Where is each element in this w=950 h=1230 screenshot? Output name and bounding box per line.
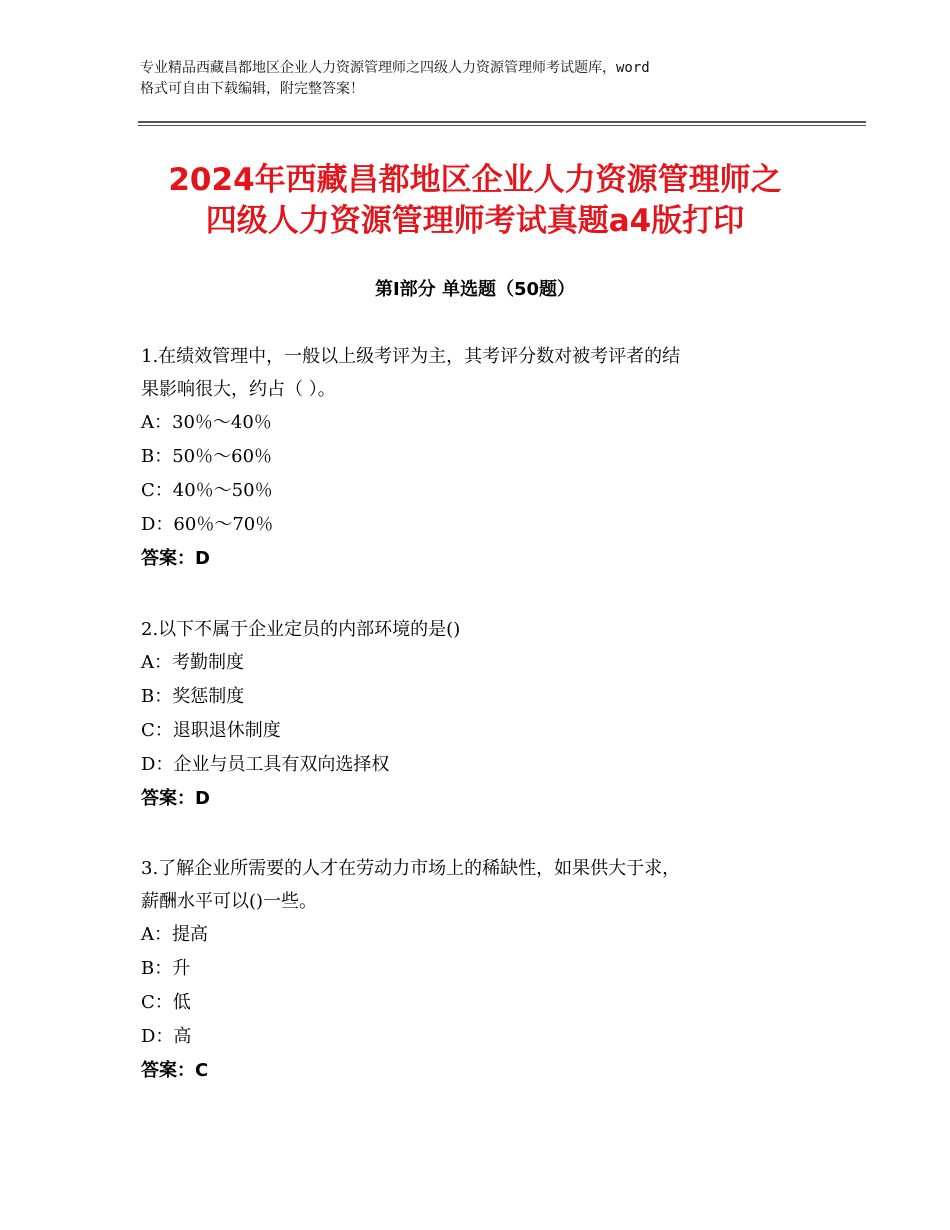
header-note-line-1: 专业精品西藏昌都地区企业人力资源管理师之四级人力资源管理师考试题库，word [140, 60, 650, 76]
option-c: C：40％～50％ [141, 480, 273, 501]
title-line-2: 四级人力资源管理师考试真题a4版打印 [205, 203, 745, 239]
header-note [140, 58, 820, 100]
option-a: A：提高 [141, 924, 208, 945]
question-stem-line-1: 2.以下不属于企业定员的内部环境的是() [141, 619, 461, 640]
option-d: D：60％～70％ [141, 514, 274, 535]
answer: 答案：C [141, 1060, 209, 1081]
question-2 [141, 613, 821, 816]
question-stem-line-1: 3.了解企业所需要的人才在劳动力市场上的稀缺性，如果供大于求， [141, 858, 681, 879]
answer: 答案：D [141, 548, 210, 569]
option-a: A：30％～40％ [141, 412, 272, 433]
option-b: B：奖惩制度 [141, 686, 245, 707]
option-b: B：50％～60％ [141, 446, 273, 467]
question-stem-line-2: 果影响很大，约占（ ）。 [141, 379, 336, 400]
option-d: D：企业与员工具有双向选择权 [141, 754, 390, 775]
question-stem-line-1: 1.在绩效管理中，一般以上级考评为主，其考评分数对被考评者的结 [141, 346, 681, 367]
question-1 [141, 340, 821, 576]
question-3 [141, 852, 821, 1088]
document-title [130, 160, 820, 242]
option-c: C：退职退休制度 [141, 720, 281, 741]
header-note-line-2: 格式可自由下载编辑，附完整答案！ [140, 81, 364, 97]
option-a: A：考勤制度 [141, 652, 244, 673]
answer: 答案：D [141, 788, 210, 809]
question-stem-line-2: 薪酬水平可以()一些。 [141, 891, 318, 912]
header-divider-thin [138, 125, 866, 126]
option-d: D：高 [141, 1026, 192, 1047]
header-divider-thick [138, 121, 866, 123]
section-heading: 第Ⅰ部分 单选题（50题） [374, 279, 575, 300]
title-line-1: 2024年西藏昌都地区企业人力资源管理师之 [168, 162, 782, 198]
option-b: B：升 [141, 958, 191, 979]
option-c: C：低 [141, 992, 191, 1013]
